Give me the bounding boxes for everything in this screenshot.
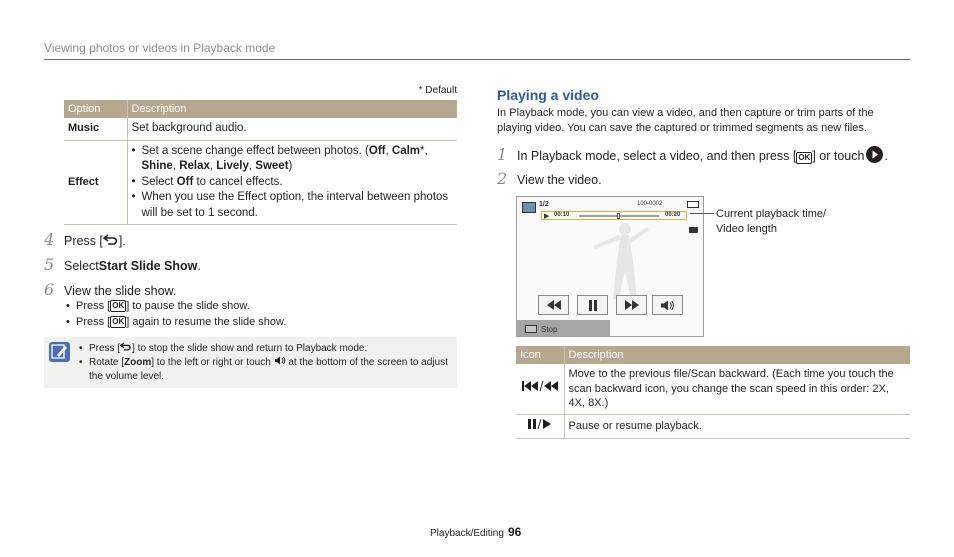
back-icon xyxy=(103,234,119,245)
options-table xyxy=(64,100,457,225)
current-time: 00:10 xyxy=(554,212,570,218)
start-slide-show-label: Start Slide Show xyxy=(98,259,198,273)
step-6: 6 View the slide show. xyxy=(44,280,177,299)
note-text xyxy=(79,342,449,384)
pause-resume-description: Pause or resume playback. xyxy=(564,414,910,439)
slide-show-sub-bullets xyxy=(66,298,286,330)
header-rule xyxy=(44,59,910,60)
step-4: 4 Press [ ]. xyxy=(44,230,126,249)
pause-button[interactable] xyxy=(577,295,608,315)
page-footer xyxy=(430,525,521,539)
back-icon xyxy=(120,342,132,351)
file-number: 100-0002 xyxy=(637,201,663,207)
pause-play-icons xyxy=(516,414,564,439)
option-music-description: Set background audio. xyxy=(127,118,457,140)
icon-table-header xyxy=(516,346,910,364)
rewind-description: Move to the previous file/Scan backward. (Each time you touch the scan backward icon, you change the scan speed in this order: 2X, 4X, 8X.) xyxy=(564,364,910,414)
video-thumbnail-icon xyxy=(522,202,536,213)
page-number: 96 xyxy=(507,525,522,539)
table-row xyxy=(516,414,910,439)
option-music: Music xyxy=(64,118,127,140)
note-bullet-2: • Rotate [Zoom] to the left or right or touch at the bottom of the screen to adjust the volume level. xyxy=(79,356,449,384)
note-bullet-1: • Press [ ] to stop the slide show and return to Playback mode. xyxy=(79,342,449,356)
camera-screen xyxy=(516,196,704,337)
step-5: 5 Select Start Slide Show . xyxy=(44,255,201,274)
stop-back-icon xyxy=(525,325,537,333)
note-pencil-icon xyxy=(49,342,70,362)
step-1: 1 In Playback mode, select a video, and then press [ OK ] or touch . xyxy=(497,145,888,164)
volume-icon xyxy=(660,300,675,311)
column-header-description: Description xyxy=(564,346,910,364)
table-row xyxy=(516,364,910,414)
stop-button[interactable] xyxy=(517,320,610,337)
step-2: 2 View the video. xyxy=(497,169,602,188)
battery-icon xyxy=(687,201,699,208)
header-title: Viewing photos or videos in Playback mode xyxy=(44,41,276,55)
play-circle-icon xyxy=(866,146,883,163)
previous-file-scan-backward-icon xyxy=(522,380,558,392)
pause-icon xyxy=(588,300,598,311)
table-row xyxy=(64,118,457,140)
pause-resume-icon xyxy=(528,418,552,430)
playback-progress xyxy=(541,211,687,220)
file-counter: 1/2 xyxy=(539,201,549,208)
table-row xyxy=(64,140,457,225)
ok-button-icon: OK xyxy=(112,317,125,327)
section-title: Playing a video xyxy=(497,87,599,103)
column-header-option: Option xyxy=(64,100,127,118)
note-box xyxy=(44,337,457,388)
rewind-icon xyxy=(547,300,561,310)
dancer-image xyxy=(585,221,655,301)
fast-forward-button[interactable] xyxy=(616,295,647,315)
option-effect-description xyxy=(127,140,457,225)
column-header-description: Description xyxy=(127,100,457,118)
option-effect: Effect xyxy=(64,140,127,225)
progress-knob[interactable] xyxy=(617,213,620,219)
fast-forward-icon xyxy=(625,300,639,310)
rewind-button[interactable] xyxy=(538,295,569,315)
effect-bullet-2: • Select Off to cancel effects. xyxy=(132,175,454,191)
column-header-icon: Icon xyxy=(516,346,564,364)
volume-button[interactable] xyxy=(652,295,683,315)
ok-button-icon: OK xyxy=(798,153,811,162)
footer-section: Playback/Editing xyxy=(430,528,504,539)
icon-table xyxy=(516,346,910,439)
sub-bullet-resume: • Press [ OK ] again to resume the slide show. xyxy=(66,314,286,330)
movie-camera-icon xyxy=(689,227,698,233)
default-note: * Default xyxy=(418,85,457,96)
volume-icon xyxy=(274,356,286,365)
video-length: 00:20 xyxy=(665,212,681,218)
rewind-icons xyxy=(516,364,564,414)
play-indicator-icon: ▶ xyxy=(544,213,550,220)
callout-line xyxy=(690,213,714,214)
playback-time-callout: Current playback time/ Video length xyxy=(716,208,827,235)
effect-bullet-3: • When you use the Effect option, the interval between photos will be set to 1 second. xyxy=(132,190,454,221)
options-table-header xyxy=(64,100,457,118)
sub-bullet-pause: • Press [ OK ] to pause the slide show. xyxy=(66,298,286,314)
stop-label: Stop xyxy=(541,324,558,334)
effect-bullet-1: • Set a scene change effect between photos. (Off, Calm*, Shine, Relax, Lively, Sweet) xyxy=(132,144,454,175)
ok-button-icon: OK xyxy=(112,301,125,311)
section-intro: In Playback mode, you can view a video, and then capture or trim parts of the playing video. You can save the captured or trimmed segments as new files. xyxy=(497,107,874,134)
